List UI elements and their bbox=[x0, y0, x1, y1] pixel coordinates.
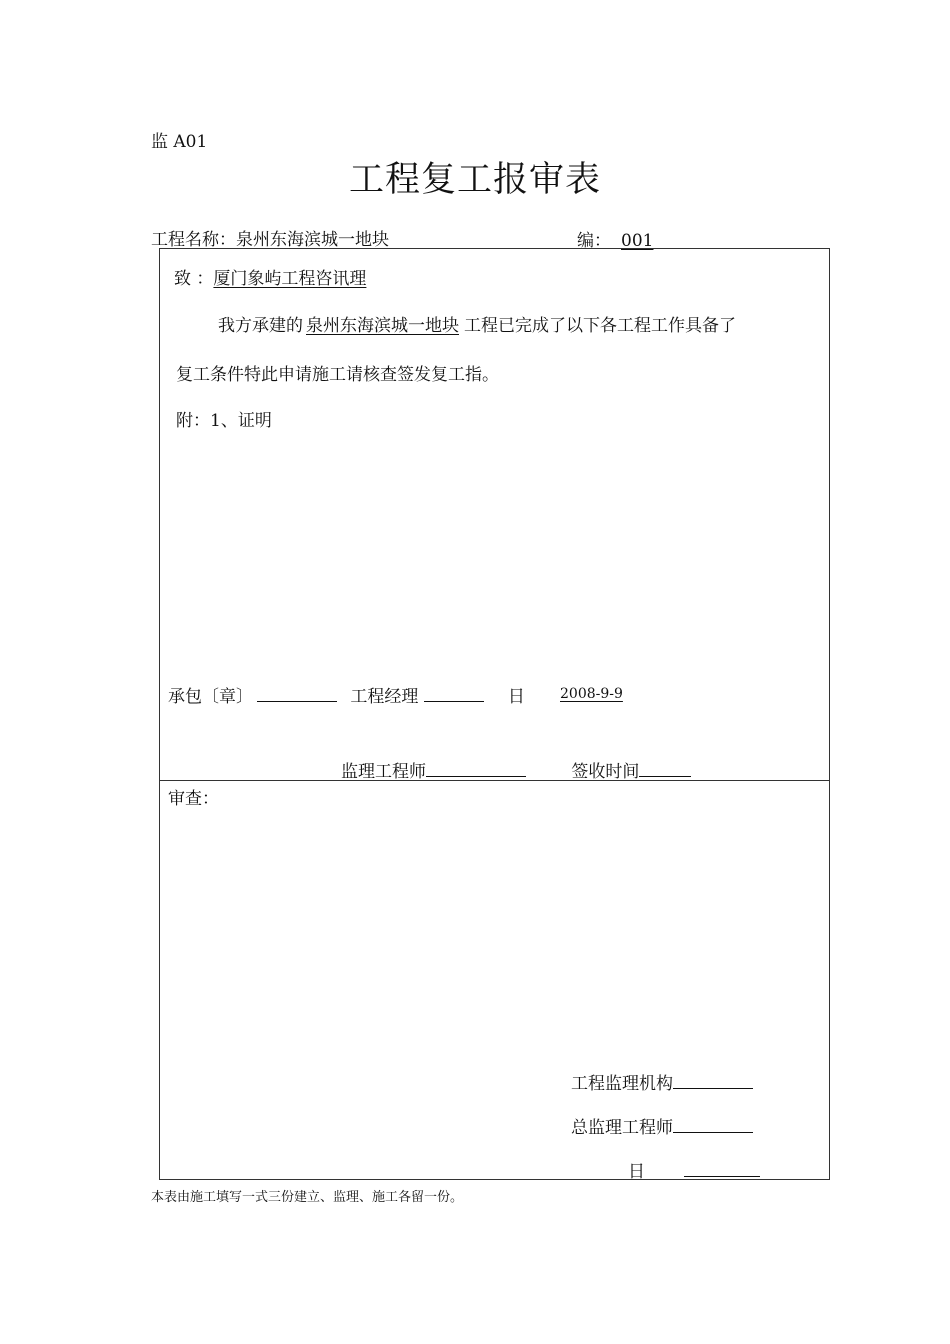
footer-note: 本表由施工填写一式三份建立、监理、施工各留一份。 bbox=[151, 1190, 464, 1205]
application-line-2: 复工条件特此申请施工请核查签发复工指。 bbox=[176, 365, 499, 385]
date-label: 日 bbox=[507, 687, 525, 707]
review-date-blank[interactable] bbox=[684, 1158, 760, 1177]
contractor-signature-row bbox=[168, 682, 525, 707]
manager-label: 工程经理 bbox=[350, 687, 419, 707]
form-number-label: 编： bbox=[577, 231, 611, 251]
attachment-line: 附：1、证明 bbox=[176, 411, 272, 431]
supervision-org-label: 工程监理机构 bbox=[571, 1074, 673, 1094]
form-table bbox=[159, 248, 830, 1180]
application-suffix: 工程已完成了以下各工程工作具备了 bbox=[464, 316, 736, 336]
supervision-org-blank[interactable] bbox=[673, 1070, 753, 1089]
chief-engineer-blank[interactable] bbox=[673, 1114, 753, 1133]
review-label: 审查： bbox=[168, 789, 219, 809]
project-name-value: 泉州东海滨城一地块 bbox=[236, 230, 389, 250]
contractor-blank[interactable] bbox=[257, 683, 337, 702]
supervision-org-row bbox=[571, 1069, 753, 1094]
review-date-row bbox=[628, 1157, 760, 1182]
receive-time-blank[interactable] bbox=[639, 758, 691, 777]
project-name-row bbox=[151, 225, 389, 250]
addressee-value: 厦门象屿工程咨讯理 bbox=[213, 269, 367, 289]
application-project: 泉州东海滨城一地块 bbox=[306, 316, 459, 336]
application-prefix: 我方承建的 bbox=[218, 316, 303, 336]
review-date-label: 日 bbox=[628, 1162, 645, 1182]
application-line-1 bbox=[218, 311, 736, 336]
chief-engineer-label: 总监理工程师 bbox=[571, 1118, 673, 1138]
supervisor-label: 监理工程师 bbox=[341, 762, 426, 782]
addressee-label: 致 ： bbox=[174, 269, 214, 289]
supervisor-row bbox=[341, 757, 691, 782]
supervisor-blank[interactable] bbox=[426, 758, 526, 777]
form-number-value: 001 bbox=[621, 231, 654, 251]
submission-date: 2008-9-9 bbox=[560, 686, 623, 702]
receive-time-label: 签收时间 bbox=[571, 762, 640, 782]
project-name-label: 工程名称： bbox=[151, 230, 236, 250]
addressee-row bbox=[174, 264, 366, 289]
chief-engineer-row bbox=[571, 1113, 753, 1138]
form-code: 监 A01 bbox=[151, 132, 208, 152]
contractor-label: 承包〔章〕 bbox=[168, 687, 253, 707]
manager-blank[interactable] bbox=[424, 683, 484, 702]
form-title: 工程复工报审表 bbox=[348, 160, 601, 200]
